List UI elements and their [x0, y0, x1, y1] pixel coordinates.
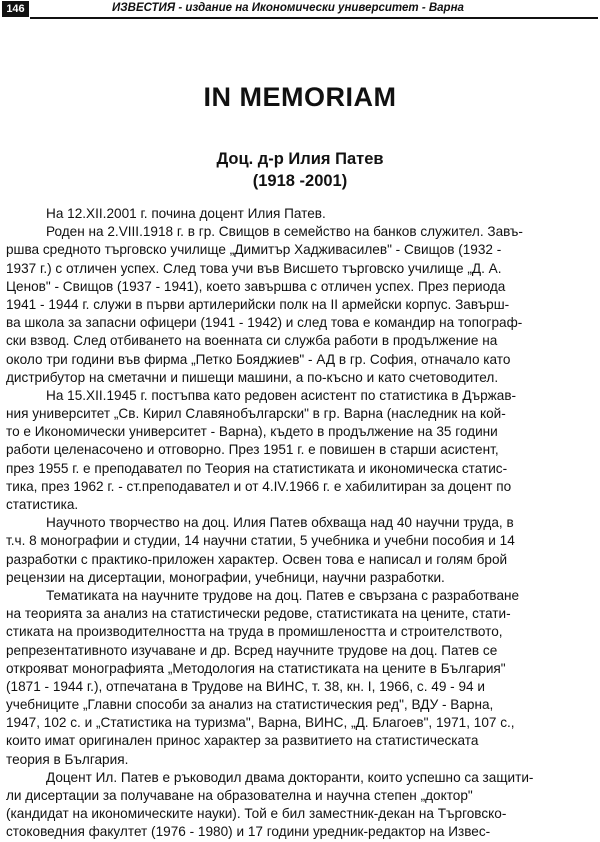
body-line: открояват монографията „Методология на статистиката на цените в България" — [6, 660, 506, 676]
body-line: репрезентативното изучаване и др. Всред научните трудове на доц. Патев се — [6, 642, 498, 658]
body-line: които имат оригинален принос характер за развитието на статистическата — [6, 733, 479, 749]
body-line: учебниците „Главни способи за анализ на статистическия ред", ВДУ - Варна, — [6, 697, 494, 713]
body-line: (кандидат на икономическите науки). Той е бил заместник-декан на Търговско- — [6, 806, 507, 822]
running-header — [0, 0, 600, 18]
body-line: то е Икономически университет - Варна), където в продължение на 35 години — [6, 424, 498, 440]
body-line: Ценов" - Свищов (1937 - 1941), което завършва с отличен успех. През периода — [6, 278, 506, 294]
body-line: тика, през 1962 г. - ст.преподавател и от 4.IV.1966 г. е хабилитиран за доцент по — [6, 478, 512, 494]
body-line: На 15.XII.1945 г. постъпва като редовен асистент по статистика в Държав- — [46, 387, 517, 403]
body-line: на теорията за анализ на статистически редове, статистиката на цените, стати- — [6, 606, 511, 622]
body-line: рецензии на дисертации, монографии, учебници, научни разработки. — [6, 569, 445, 585]
header-rule — [30, 17, 598, 19]
section-title: IN MEMORIAM — [203, 82, 397, 112]
body-line: около три години във фирма „Петко Бояджиев" - АД в гр. София, отначало като — [6, 351, 511, 367]
body-line: ния университет „Св. Кирил Славянобългарски" в гр. Варна (наследник на кой- — [6, 406, 506, 422]
body-line: Тематиката на научните трудове на доц. Патев е свързана с разработване — [46, 587, 520, 603]
body-line: ва школа за запасни офицери (1941 - 1942) и след това е командир на топограф- — [6, 315, 523, 331]
body-line: 1947, 102 с. и „Статистика на туризма", Варна, ВИНС, „Д. Благоев", 1971, 107 с., — [6, 715, 515, 731]
body-line: т.ч. 8 монографии и студии, 14 научни статии, 5 учебника и учебни пособия и 14 — [6, 533, 515, 549]
body-line: теория в България. — [6, 751, 129, 767]
body-line: 1937 г.) с отличен успех. След това учи във Висшето търговско училище „Д. А. — [6, 260, 502, 276]
body-line: Роден на 2.VIII.1918 г. в гр. Свищов в семейство на банков служител. Завъ- — [46, 224, 523, 240]
body-line: стоковедния факултет (1976 - 1980) и 17 години уредник-редактор на Извес- — [6, 824, 491, 840]
body-line: Научното творчество на доц. Илия Патев обхваща над 40 научни труда, в — [46, 515, 514, 531]
body-line: работи целенасочено и отговорно. През 1951 г. е повишен в старши асистент, — [6, 442, 499, 458]
body-text — [6, 205, 596, 842]
body-line: Доцент Ил. Патев е ръководил двама докторанти, които успешно са защити- — [46, 769, 534, 785]
body-line: 1941 - 1944 г. служи в първи артилерийски полк на II армейски корпус. Завърш- — [6, 296, 510, 312]
body-line: статистика. — [6, 497, 79, 512]
body-line: ршва средното търговско училище „Димитър Хадживасилев" - Свищов (1932 - — [6, 242, 502, 258]
running-title: ИЗВЕСТИЯ - издание на Икономически университет - Варна — [112, 2, 464, 14]
body-line: през 1955 г. е преподавател по Теория на статистиката и икономическа статис- — [6, 460, 508, 476]
body-line: ски взвод. След отбиването на военната си служба работи в продължение на — [6, 333, 498, 349]
obituary-years: (1918 -2001) — [252, 172, 348, 190]
body-line: На 12.XII.2001 г. почина доцент Илия Патев. — [46, 206, 326, 221]
obituary-name: Доц. д-р Илия Патев — [216, 150, 384, 168]
body-line: дистрибутор на сметачни и пишещи машини, а по-късно и като счетоводител. — [6, 369, 499, 385]
body-line: разработки с практико-приложен характер. Освен това е написал и голям брой — [6, 551, 508, 567]
body-line: (1871 - 1944 г.), отпечатана в Трудове на ВИНС, т. 38, кн. I, 1966, с. 49 - 94 и — [6, 678, 485, 694]
body-line: стиката на производителността на труда в промишлеността и строителството, — [6, 624, 503, 640]
page-number: 146 — [2, 1, 29, 17]
body-line: ли дисертации за получаване на образователна и научна степен „доктор" — [6, 788, 473, 803]
